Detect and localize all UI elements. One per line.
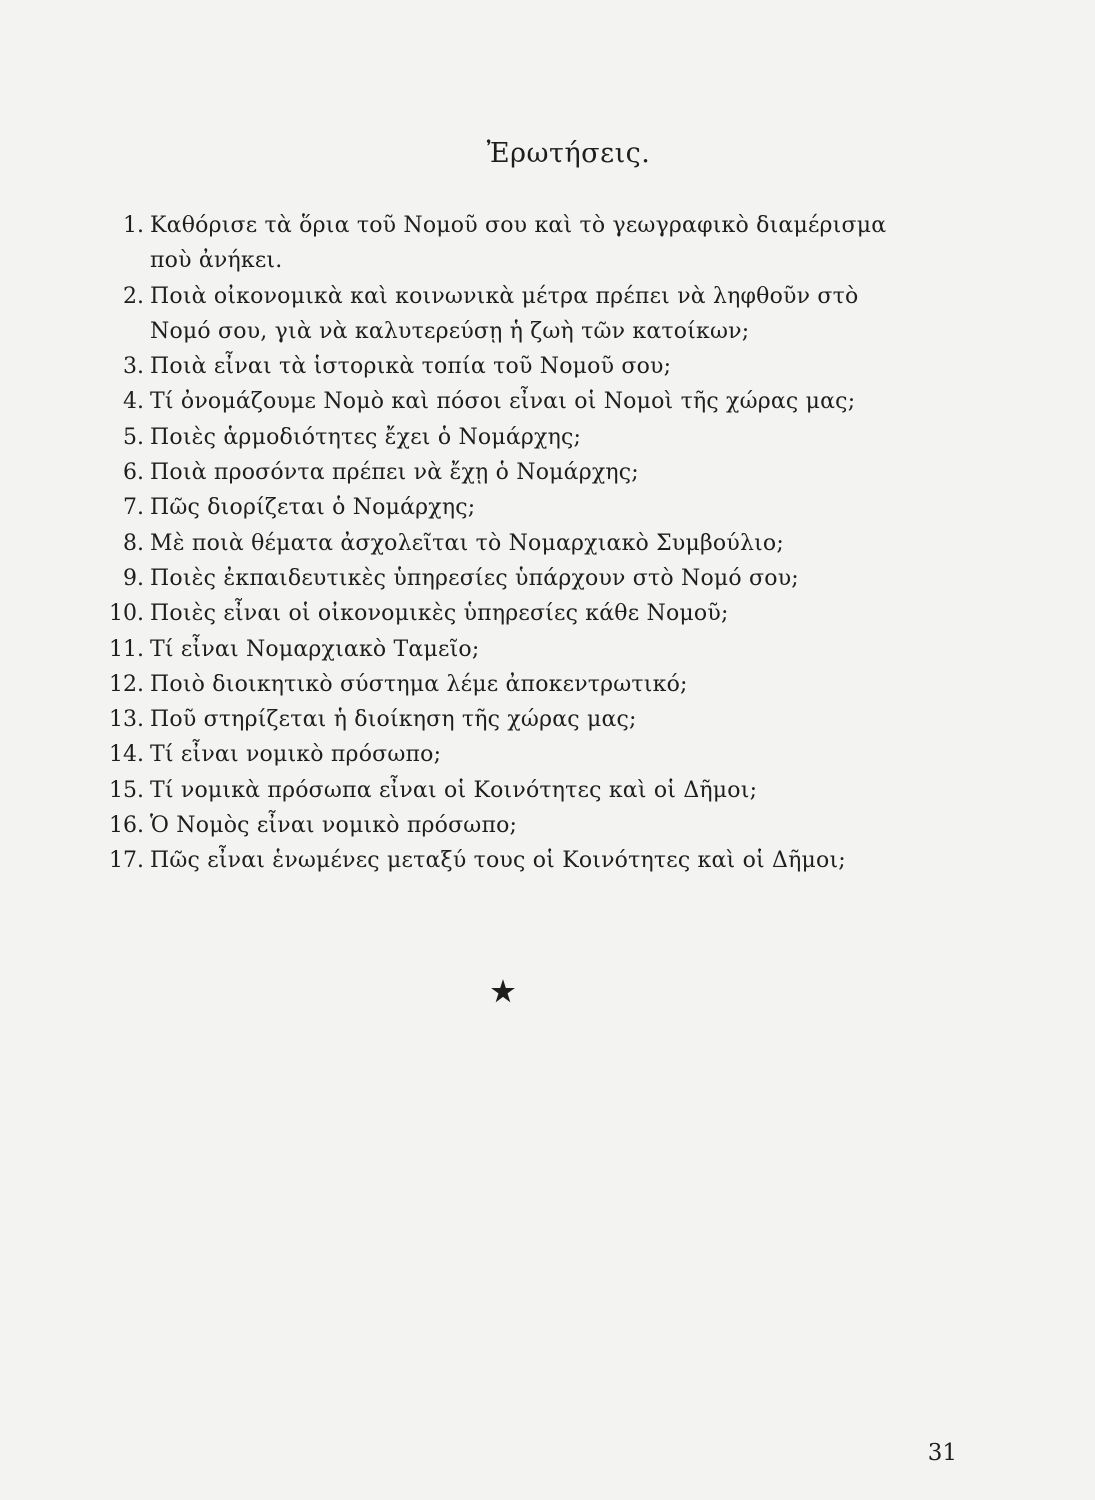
question-line: ποὺ ἀνήκει. <box>150 248 283 274</box>
question-text: Τί ὀνομάζουμε Νομὸ καὶ πόσοι εἶναι οἱ Νομοὶ τῆς χώρας μας; <box>150 389 856 415</box>
question-item <box>106 526 956 561</box>
question-line: Καθόρισε τὰ ὅρια τοῦ Νομοῦ σου καὶ τὸ γεωγραφικὸ διαμέρισμα <box>150 213 887 238</box>
question-item <box>106 279 956 350</box>
question-number: 14. <box>109 742 144 768</box>
question-number: 12. <box>109 671 144 697</box>
question-number: 9. <box>123 565 144 591</box>
questions-list <box>106 208 956 879</box>
question-text: Ποῦ στηρίζεται ἡ διοίκηση τῆς χώρας μας; <box>150 707 637 733</box>
question-text <box>150 208 956 279</box>
question-number: 16. <box>109 813 144 839</box>
question-item <box>106 667 956 702</box>
question-text: Ποιὲς εἶναι οἱ οἰκονομικὲς ὑπηρεσίες κάθε Νομοῦ; <box>150 601 729 627</box>
question-text: Ποιὸ διοικητικὸ σύστημα λέμε ἀποκεντρωτικό; <box>150 671 688 697</box>
question-item <box>106 349 956 384</box>
question-text: Τί εἶναι Νομαρχιακὸ Ταμεῖο; <box>150 636 480 662</box>
question-text: Ποιὲς ἐκπαιδευτικὲς ὑπηρεσίες ὑπάρχουν στὸ Νομό σου; <box>150 565 799 591</box>
question-number: 8. <box>123 530 144 556</box>
question-item <box>106 455 956 490</box>
question-item <box>106 561 956 596</box>
question-number: 11. <box>109 636 144 662</box>
question-number: 4. <box>123 389 144 415</box>
question-text: Ποιὰ προσόντα πρέπει νὰ ἔχῃ ὁ Νομάρχης; <box>150 460 639 486</box>
question-text: Τί νομικὰ πρόσωπα εἶναι οἱ Κοινότητες καὶ οἱ Δῆμοι; <box>150 777 758 803</box>
question-number: 10. <box>109 601 144 627</box>
question-text: Μὲ ποιὰ θέματα ἀσχολεῖται τὸ Νομαρχιακὸ Συμβούλιο; <box>150 530 784 556</box>
question-item <box>106 384 956 419</box>
question-item <box>106 773 956 808</box>
question-text: Ποιὲς ἁρμοδιότητες ἔχει ὁ Νομάρχης; <box>150 424 582 450</box>
question-item <box>106 843 956 878</box>
question-item <box>106 808 956 843</box>
question-number: 7. <box>123 495 144 521</box>
question-text: Πῶς διορίζεται ὁ Νομάρχης; <box>150 495 476 521</box>
question-item <box>106 208 956 279</box>
question-item <box>106 490 956 525</box>
question-number: 2. <box>123 283 144 309</box>
question-item <box>106 632 956 667</box>
question-number: 15. <box>109 777 144 803</box>
page-number: 31 <box>927 1440 957 1466</box>
question-number: 13. <box>109 707 144 733</box>
question-item <box>106 420 956 455</box>
question-item <box>106 702 956 737</box>
question-line: Ποιὰ οἰκονομικὰ καὶ κοινωνικὰ μέτρα πρέπει νὰ ληφθοῦν στὸ <box>150 283 859 309</box>
question-number: 1. <box>123 213 144 238</box>
question-text: Ποιὰ εἶναι τὰ ἱστορικὰ τοπία τοῦ Νομοῦ σου; <box>150 354 672 380</box>
star-ornament-icon <box>490 978 516 1004</box>
question-line: Νομό σου, γιὰ νὰ καλυτερεύσῃ ἡ ζωὴ τῶν κατοίκων; <box>150 318 750 344</box>
question-text <box>150 279 956 350</box>
question-item <box>106 737 956 772</box>
question-item <box>106 596 956 631</box>
question-number: 3. <box>123 354 144 380</box>
page-title: Ἐρωτήσεις. <box>486 138 651 169</box>
question-number: 5. <box>123 424 144 450</box>
question-text: Τί εἶναι νομικὸ πρόσωπο; <box>150 742 442 768</box>
question-text: Πῶς εἶναι ἑνωμένες μεταξύ τους οἱ Κοινότητες καὶ οἱ Δῆμοι; <box>150 848 846 874</box>
question-text: Ὁ Νομὸς εἶναι νομικὸ πρόσωπο; <box>150 813 518 839</box>
question-number: 6. <box>123 460 144 486</box>
question-number: 17. <box>109 848 144 874</box>
